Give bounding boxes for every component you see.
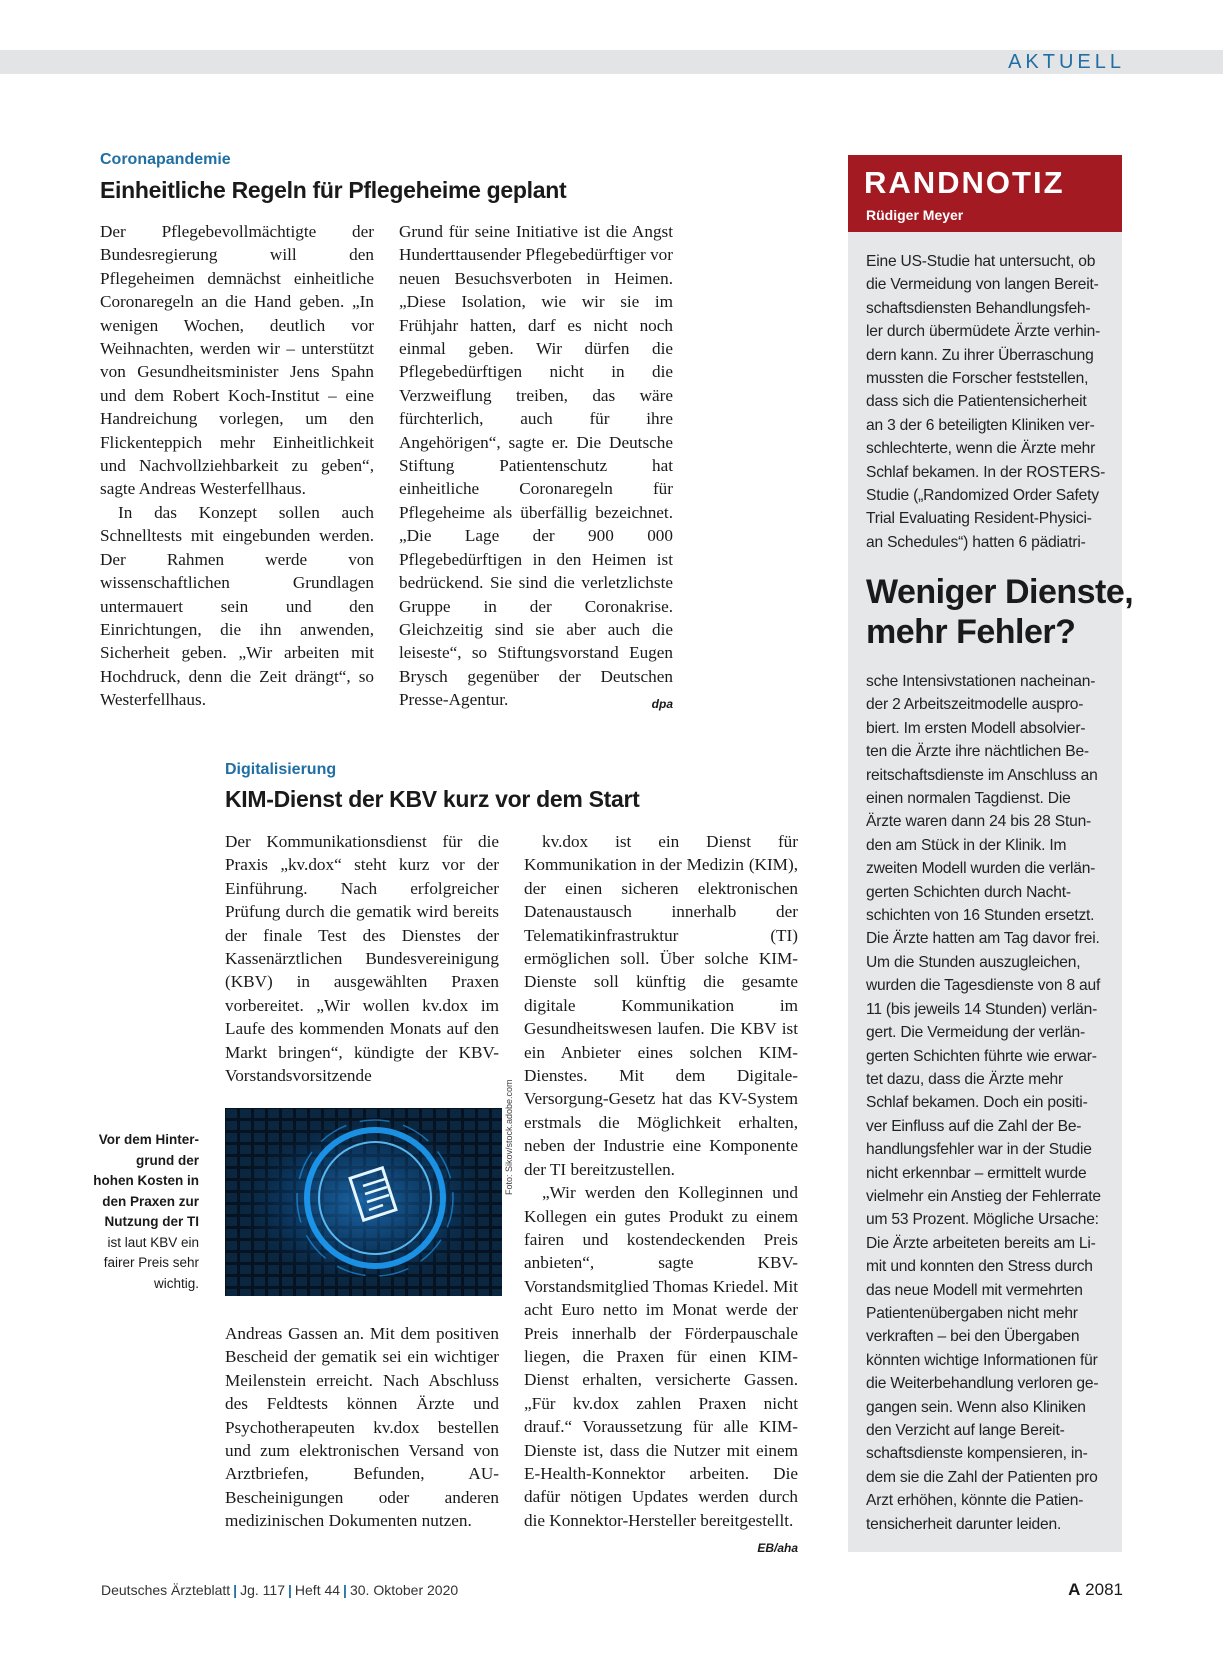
randnotiz-line: Die Ärzte hatten am Tag davor frei. (866, 930, 1100, 948)
article2-headline: KIM-Dienst der KBV kurz vor dem Start (225, 786, 640, 812)
caption-line: den Praxen zur (102, 1193, 199, 1209)
page-prefix: A (1068, 1580, 1081, 1599)
caption-line: Vor dem Hinter- (98, 1132, 199, 1147)
photo-credit: Foto: Sikov/stock.adobe.com (504, 1079, 514, 1195)
footer-issue: Heft 44 (294, 1582, 341, 1598)
randnotiz-line: gerten Schichten durch Nacht- (866, 883, 1071, 901)
randnotiz-line: Eine US-Studie hat untersucht, ob (866, 253, 1096, 270)
randnotiz-line: gangen sein. Wenn also Kliniken (866, 1398, 1086, 1416)
randnotiz-line: mussten die Forscher feststellen, (866, 370, 1089, 388)
footer-journal: Deutsches Ärzteblatt (101, 1582, 231, 1598)
randnotiz-line: Weniger Dienste, (866, 573, 1134, 611)
randnotiz-line: tet dazu, dass die Ärzte mehr (866, 1070, 1064, 1088)
article1-column-2 (399, 220, 673, 717)
randnotiz-line: zweiten Modell wurden die verlän- (866, 860, 1096, 878)
article2-paragraph-2: Andreas Gassen an. Mit dem positiven Bescheid der gematik sei ein wichtiger Meilenstein erreicht. Nach Abschluss des Feldtests können Ärzte und Psychotherapeuten kv.dox bestellen und zum elektronischen Versand von Arztbriefen, Befunden, AU-Bescheinigungen oder anderen medizinischen Dokumenten nutzen. (225, 1324, 499, 1531)
randnotiz-line: den am Stück in der Klinik. Im (866, 836, 1067, 854)
caption-line: Nutzung der TI (104, 1214, 199, 1229)
randnotiz-line: ten die Ärzte ihre nächtlichen Be- (866, 743, 1089, 761)
randnotiz-text-top (866, 250, 1106, 554)
article2-paragraph-1: Der Kommunikationsdienst für die Praxis „kv.dox“ steht kurz vor der Einführung. Nach erfolgreicher Prüfung durch die gematik wird bereits der finale Test des Dienstes der Kassenärztlichen Bundesvereinigung (KBV) in ausgewählten Praxen vorbereitet. „Wir wollen kv.dox im Laufe des kommenden Monats auf den Markt bringen“, kündigte der KBV-Vorstandsvorsitzende (225, 832, 499, 1086)
randnotiz-line: 11 (bis jeweils 14 Stunden) verlän- (866, 1000, 1098, 1018)
randnotiz-line: handlungsfehler war in der Studie (866, 1141, 1092, 1159)
randnotiz-line: Um die Stunden auszugleichen, (866, 953, 1081, 971)
randnotiz-line: verkraften – bei den Übergaben (866, 1328, 1080, 1346)
article1-kicker: Coronapandemie (100, 151, 231, 168)
randnotiz-line: wurden die Tagesdienste von 8 auf (866, 977, 1101, 995)
randnotiz-line: einen normalen Tagdienst. Die (866, 790, 1071, 808)
randnotiz-line: dass sich die Patientensicherheit (866, 393, 1087, 411)
page-number (1068, 1580, 1123, 1600)
randnotiz-line: gerten Schichten führte wie erwar- (866, 1047, 1097, 1065)
article2-paragraph-4: „Wir werden den Kolleginnen und Kollegen ein gutes Produkt zu einem fairen und kostendeckenden Preis anbieten“, sagte KBV-Vorstandsmitglied Thomas Kriedel. Mit acht Euro netto im Monat werde der Preis innerhalb der Förderpauschale liegen, die Praxen für einen KIM-Dienst erhalten, versicherte Gassen. „Für kv.dox zahlen Praxen nicht drauf.“ Voraussetzung für alle KIM-Dienste ist, dass die Nutzer mit einem E-Health-Konnektor arbeiten. Die dafür nötigen Updates werden durch die Konnektor-Hersteller bereitgestellt. (524, 1183, 798, 1530)
article2-column-1-top (225, 830, 499, 1087)
randnotiz-line: Patientenübergaben nicht mehr (866, 1304, 1078, 1322)
randnotiz-line: ler durch übermüdete Ärzte verhin- (866, 323, 1101, 341)
randnotiz-line: die Vermeidung von langen Bereit- (866, 276, 1099, 294)
caption-line: fairer Preis sehr (103, 1255, 199, 1270)
randnotiz-line: schlechterte, wenn die Ärzte mehr (866, 440, 1096, 458)
randnotiz-line: an Schedules“) hatten 6 pädiatri- (866, 533, 1086, 551)
randnotiz-line: gert. Die Vermeidung der verlän- (866, 1024, 1085, 1042)
randnotiz-line: den Verzicht auf lange Bereit- (866, 1422, 1065, 1439)
randnotiz-line: reitschaftsdienste im Anschluss an (866, 766, 1098, 784)
footer-volume: Jg. 117 (240, 1582, 285, 1598)
randnotiz-line: vielmehr ein Anstieg der Fehlerrate (866, 1187, 1101, 1205)
randnotiz-line: Arzt erhöhen, könnte die Patien- (866, 1492, 1084, 1510)
footer-date: 30. Oktober 2020 (349, 1582, 459, 1598)
randnotiz-author: Rüdiger Meyer (866, 207, 964, 223)
randnotiz-line: Schlaf bekamen. Doch ein positi- (866, 1094, 1088, 1112)
randnotiz-headline (866, 572, 1133, 652)
kim-document-photo (225, 1108, 502, 1296)
article1-paragraph-2: In das Konzept sollen auch Schnelltests mit eingebunden werden. Der Rahmen werde von wissenschaftlichen Grundlagen untermauert sein und den Einrichtungen, die ihn anwenden, Sicherheit geben. „Wir arbeiten mit Hochdruck, denn die Zeit drängt“, so Westerfellhaus. (100, 502, 374, 710)
article2-column-1-bottom (225, 1322, 499, 1533)
randnotiz-line: Ärzte waren dann 24 bis 28 Stun- (866, 813, 1092, 831)
caption-line: hohen Kosten in (93, 1173, 199, 1188)
randnotiz-line: ver Einfluss auf die Zahl der Be- (866, 1117, 1082, 1135)
randnotiz-line: um 53 Prozent. Mögliche Ursache: (866, 1211, 1099, 1229)
article1-paragraph-1: Der Pflegebevollmächtigte der Bundesregierung will den Pflegeheimen demnächst einheitliche Coronaregeln an die Hand geben. „In wenigen Wochen, deutlich vor Weihnachten, werden wir – unterstützt von Gesundheitsminister Jens Spahn und dem Robert Koch-Institut – eine Handreichung vorlegen, um den Flickenteppich mehr Einheitlichkeit und Nachvollziehbarkeit zu geben“, sagte Andreas Westerfellhaus. (100, 222, 374, 499)
randnotiz-line: tensicherheit darunter leiden. (866, 1515, 1062, 1533)
footer-citation: Deutsches Ärzteblatt | Jg. 117 | Heft 44 | 30. Oktober 2020 (101, 1582, 459, 1598)
photo-caption (80, 1130, 199, 1294)
article1-paragraph-3: Grund für seine Initiative ist die Angst Hunderttausender Pflegebedürftiger vor neuen Besuchsverboten in Heimen. „Diese Isolation, wie wir sie im Frühjahr hatten, darf es nicht noch einmal geben. Wir dürfen die Pflegebedürftigen nicht in die Verzweiflung treiben, das wäre fürchterlich, auch für ihre Angehörigen“, sagte er. Die Deutsche Stiftung Patientenschutz hat einheitliche Coronaregeln für Pflegeheime als überfällig bezeichnet. „Die Lage der 900 000 Pflegebedürftigen in den Heimen ist bedrückend. Sie sind die verletzlichste Gruppe in der Coronakrise. Gleichzeitig sind sie aber auch die leiseste“, so Stiftungsvorstand Eugen Brysch gegenüber der Deutschen Presse-Agentur. (399, 222, 673, 710)
page-number-value: 2081 (1085, 1580, 1123, 1599)
caption-line: ist laut KBV ein (107, 1234, 199, 1250)
article1-headline: Einheitliche Regeln für Pflegeheime geplant (100, 177, 567, 203)
article2-paragraph-3: kv.dox ist ein Dienst für Kommunikation in der Medizin (KIM), der einen sicheren elektronischen Datenaustausch innerhalb der Telematikinfrastruktur (TI) ermöglichen soll. Über solche KIM-Dienste soll künftig die gesamte digitale Kommunikation im Gesundheitswesen laufen. Die KBV ist ein Anbieter eines solchen KIM-Dienstes. Mit dem Digitale-Versorgung-Gesetz hat das KV-System erstmals die Möglichkeit erhalten, neben der Industrie eine Komponente der TI bereitzustellen. (524, 832, 798, 1179)
randnotiz-line: dem sie die Zahl der Patienten pro (866, 1468, 1098, 1486)
randnotiz-line: dern kann. Zu ihrer Überraschung (866, 346, 1094, 364)
randnotiz-line: Schlaf bekamen. In der ROSTERS- (866, 463, 1106, 481)
article2-column-2 (524, 830, 798, 1561)
randnotiz-line: sche Intensivstationen nacheinan- (866, 673, 1096, 690)
randnotiz-label: RANDNOTIZ (864, 165, 1065, 200)
caption-line: grund der (136, 1152, 199, 1168)
randnotiz-line: Studie („Randomized Order Safety (866, 487, 1099, 505)
randnotiz-line: nicht erkennbar – ermittelt wurde (866, 1164, 1087, 1182)
article2-kicker: Digitalisierung (225, 761, 337, 778)
randnotiz-line: mit und konnten den Stress durch (866, 1258, 1093, 1276)
randnotiz-line: an 3 der 6 beteiligten Kliniken ver- (866, 416, 1095, 434)
article2-signature: EB/aha (757, 1541, 798, 1556)
caption-line: wichtig. (153, 1275, 199, 1291)
randnotiz-line: die Weiterbehandlung verloren ge- (866, 1375, 1099, 1393)
article1-column-1 (100, 220, 374, 712)
section-label: AKTUELL (1008, 51, 1125, 73)
randnotiz-text-bottom (866, 670, 1106, 1536)
randnotiz-line: schaftsdienste kompensieren, in- (866, 1445, 1088, 1463)
randnotiz-line: mehr Fehler? (866, 613, 1076, 651)
randnotiz-line: Trial Evaluating Resident-Physici- (866, 510, 1092, 528)
randnotiz-line: könnten wichtige Informationen für (866, 1351, 1098, 1369)
randnotiz-line: schichten von 16 Stunden ersetzt. (866, 907, 1095, 925)
randnotiz-line: Die Ärzte arbeiteten bereits am Li- (866, 1234, 1096, 1252)
randnotiz-line: schaftsdiensten Behandlungsfeh- (866, 299, 1091, 317)
randnotiz-line: das neue Modell mit vermehrten (866, 1281, 1083, 1299)
randnotiz-line: biert. Im ersten Modell absolvier- (866, 719, 1086, 737)
article1-signature: dpa (651, 697, 673, 712)
randnotiz-line: der 2 Arbeitszeitmodelle auspro- (866, 696, 1084, 714)
